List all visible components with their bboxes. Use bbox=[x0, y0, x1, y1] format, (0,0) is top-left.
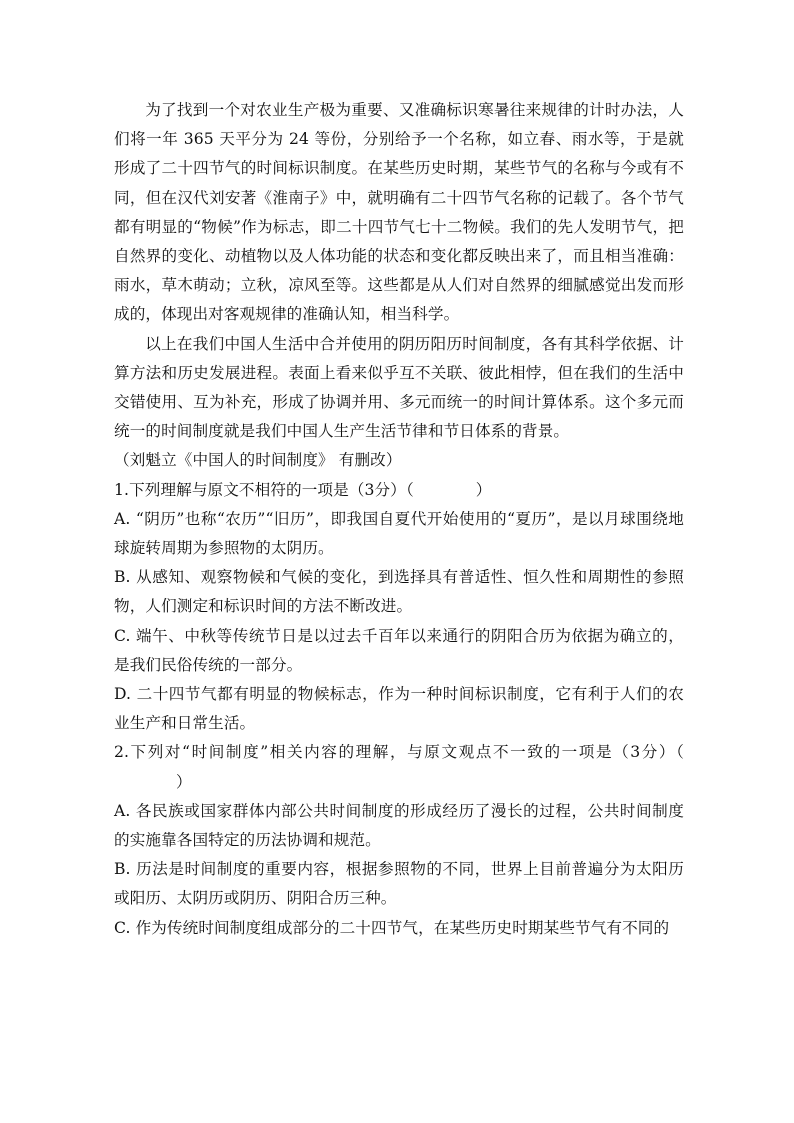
question-2-option-a: A. 各民族或国家群体内部公共时间制度的形成经历了漫长的过程，公共时间制度的实施靠各国特定的历法协调和规范。 bbox=[114, 801, 684, 850]
question-2-stem bbox=[114, 738, 684, 796]
question-stem-end: ） bbox=[176, 772, 192, 791]
question-2-option-c: C. 作为传统时间制度组成部分的二十四节气，在某些历史时期某些节气有不同的 bbox=[114, 918, 670, 937]
question-1-option-c: C. 端午、中秋等传统节日是以过去千百年以来通行的阴阳合历为依据为确立的，是我们民俗传统的一部分。 bbox=[114, 626, 684, 674]
document-page bbox=[114, 96, 684, 943]
question-stem-end: ） bbox=[475, 480, 492, 499]
question-stem-text: 2.下列对“时间制度”相关内容的理解，与原文观点不一致的一项是（3分）（ bbox=[114, 743, 684, 762]
passage-paragraph-1: 为了找到一个对农业生产极为重要、又准确标识寒暑往来规律的计时办法，人们将一年 365 天平分为 24 等份，分别给予一个名称，如立春、雨水等，于是就形成了二十四节气的时间标识制度。在某些历史时期，某些节气的名称与今或有不同，但在汉代刘安著《淮南子》中，就明确有二十四节气名称的记载了。各个节气都有明显的“物候”作为标志，即二十四节气七十二物候。我们的先人发明节气，把自然界的变化、动植物以及人体功能的状态和变化都反映出来了，而且相当准确：雨水，草木萌动；立秋，凉风至等。这些都是从人们对自然界的细腻感觉出发而形成的，体现出对客观规律的准确认知，相当科学。 bbox=[114, 101, 684, 324]
question-1-stem bbox=[114, 476, 684, 505]
passage-source: （刘魁立《中国人的时间制度》 有删改） bbox=[114, 451, 402, 470]
question-2-option-b: B. 历法是时间制度的重要内容，根据参照物的不同，世界上目前普遍分为太阳历或阳历、太阴历或阴历、阴阳合历三种。 bbox=[114, 860, 684, 908]
question-stem-text: 1.下列理解与原文不相符的一项是（3分）（ bbox=[114, 480, 414, 499]
question-1-option-b: B. 从感知、观察物候和气候的变化，到选择具有普适性、恒久性和周期性的参照物，人们测定和标识时间的方法不断改进。 bbox=[114, 568, 684, 616]
question-1-option-a: A. “阴历”也称“农历”“旧历”，即我国自夏代开始使用的“夏历”，是以月球围绕地球旋转周期为参照物的太阴历。 bbox=[114, 509, 684, 558]
question-1-option-d: D. 二十四节气都有明显的物候标志，作为一种时间标识制度，它有利于人们的农业生产和日常生活。 bbox=[114, 685, 684, 733]
passage-paragraph-2: 以上在我们中国人生活中合并使用的阴历阳历时间制度，各有其科学依据、计算方法和历史发展进程。表面上看来似乎互不关联、彼此相悖，但在我们的生活中交错使用、互为补充，形成了协调并用、多元而统一的时间计算体系。这个多元而统一的时间制度就是我们中国人生产生活节律和节日体系的背景。 bbox=[114, 334, 684, 441]
